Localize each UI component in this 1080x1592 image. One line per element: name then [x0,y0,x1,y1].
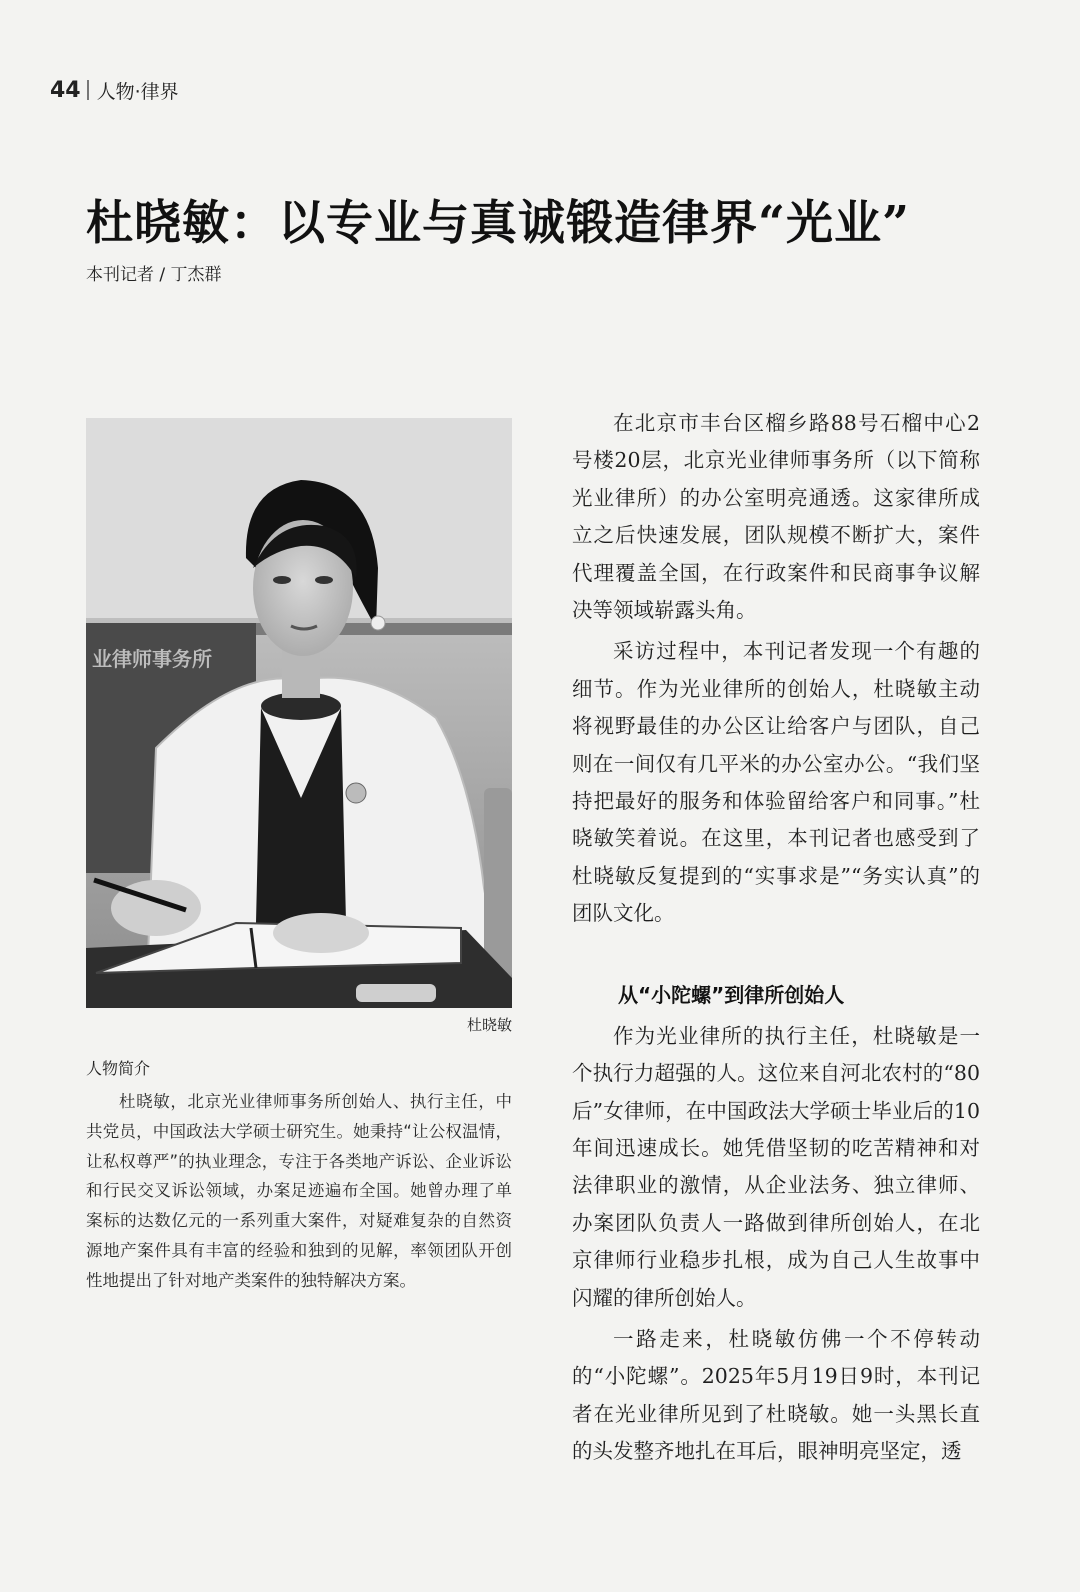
article-byline: 本刊记者 / 丁杰群 [86,265,222,285]
body-paragraph: 作为光业律所的执行主任，杜晓敏是一个执行力超强的人。这位来自河北农村的“80后”女律师，在中国政法大学硕士毕业后的10年间迅速成长。她凭借坚韧的吃苦精神和对法律职业的激情，从企业法务、独立律师、办案团队负责人一路做到律所创始人，在北京律师行业稳步扎根，成为自己人生故事中闪耀的律所创始人。 [572,1023,980,1310]
bio-box [86,1056,512,1296]
portrait-photo [86,418,512,1008]
section-label: 人物·律界 [96,80,179,103]
bio-heading: 人物简介 [86,1059,151,1078]
page-header [50,72,179,108]
portrait-illustration [86,418,512,1008]
section-subheading: 从“小陀螺”到律所创始人 [618,982,845,1007]
body-paragraph: 一路走来，杜晓敏仿佛一个不停转动的“小陀螺”。2025年5月19日9时，本刊记者在光业律所见到了杜晓敏。她一头黑长直的头发整齐地扎在耳后，眼神明亮坚定，透 [572,1326,980,1464]
page-number: 44 [50,77,81,103]
office-sign-text: 业律师事务所 [92,647,212,671]
bio-text: 杜晓敏，北京光业律师事务所创始人、执行主任，中共党员，中国政法大学硕士研究生。她秉持“让公权温情，让私权尊严”的执业理念，专注于各类地产诉讼、企业诉讼和行民交叉诉讼领域，办案足迹遍布全国。她曾办理了单案标的达数亿元的一系列重大案件，对疑难复杂的自然资源地产案件具有丰富的经验和独到的见解，率领团队开创性地提出了针对地产类案件的独特解决方案。 [86,1092,512,1290]
body-paragraph: 采访过程中，本刊记者发现一个有趣的细节。作为光业律所的创始人，杜晓敏主动将视野最佳的办公区让给客户与团队，自己则在一间仅有几平米的办公室办公。“我们坚持把最好的服务和体验留给客户和同事。”杜晓敏笑着说。在这里，本刊记者也感受到了杜晓敏反复提到的“实事求是”“务实认真”的团队文化。 [572,639,980,926]
header-divider [87,80,89,100]
body-paragraph: 在北京市丰台区榴乡路88号石榴中心2号楼20层，北京光业律师事务所（以下简称光业律所）的办公室明亮通透。这家律所成立之后快速发展，团队规模不断扩大，案件代理覆盖全国，在行政案件和民商事争议解决等领域崭露头角。 [572,411,980,623]
article-title: 杜晓敏：以专业与真诚锻造律界“光业” [86,196,911,251]
article-body [572,405,980,1471]
photo-caption: 杜晓敏 [466,1016,512,1034]
